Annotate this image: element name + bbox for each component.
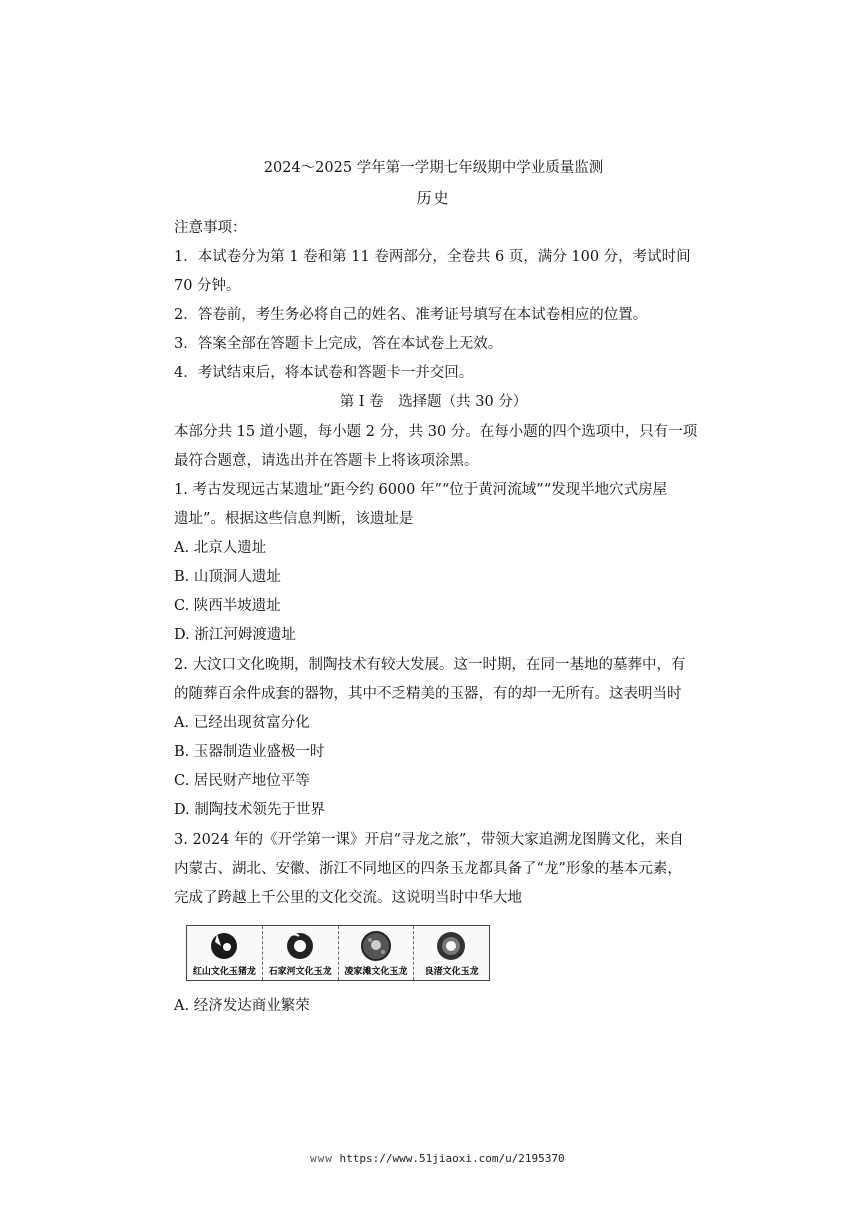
figure-panel	[339, 926, 415, 980]
question-stem: 1. 考古发现远古某遗址“距今约 6000 年”“位于黄河流域”“发现半地穴式房屋	[174, 482, 668, 498]
option-a: A. 已经出现贫富分化	[174, 715, 310, 731]
jade-pig-dragon-icon	[187, 928, 262, 964]
question-stem: 3. 2024 年的《开学第一课》开启“寻龙之旅”，带领大家追溯龙图腾文化，来自	[174, 832, 684, 848]
question-stem: 遗址”。根据这些信息判断，该遗址是	[174, 511, 414, 527]
question-stem: 内蒙古、湖北、安徽、浙江不同地区的四条玉龙都具备了“龙”形象的基本元素，	[174, 861, 682, 877]
question-stem: 的随葬百余件成套的器物，其中不乏精美的玉器，有的却一无所有。这表明当时	[174, 686, 682, 702]
footer-watermark	[310, 1152, 565, 1166]
figure-panel	[263, 926, 339, 980]
jade-dragon-disc-icon	[339, 928, 414, 964]
exam-subject: 历史	[416, 189, 451, 207]
notice-item: 3．答案全部在答题卡上完成，答在本试卷上无效。	[174, 336, 503, 352]
figure-caption: 凌家滩文化玉龙	[344, 967, 408, 977]
question-stem: 完成了跨越上千公里的文化交流。这说明当时中华大地	[174, 890, 522, 906]
option-a: A. 北京人遗址	[174, 540, 267, 556]
option-c: C. 陕西半坡遗址	[174, 598, 281, 614]
option-d: D. 浙江河姆渡遗址	[174, 627, 296, 643]
figure-panel	[187, 926, 263, 980]
jade-dragon-ring-icon	[263, 928, 338, 964]
option-c: C. 居民财产地位平等	[174, 773, 310, 789]
footer-mark: www	[310, 1152, 333, 1165]
figure-caption: 红山文化玉猪龙	[192, 967, 256, 977]
notice-heading: 注意事项：	[174, 220, 247, 236]
jade-dragon-bracelet-icon	[414, 928, 489, 964]
figure-caption: 石家河文化玉龙	[268, 967, 332, 977]
notice-item: 70 分钟。	[174, 278, 241, 294]
notice-item: 4．考试结束后，将本试卷和答题卡一并交回。	[174, 365, 474, 381]
figure-panel	[414, 926, 489, 980]
option-b: B. 玉器制造业盛极一时	[174, 744, 325, 760]
exam-title: 2024～2025 学年第一学期七年级期中学业质量监测	[263, 160, 604, 176]
jade-dragon-figure	[186, 925, 490, 981]
question-stem: 2. 大汶口文化晚期，制陶技术有较大发展。这一时期，在同一基地的墓葬中，有	[174, 657, 686, 673]
section-title: 第 I 卷 选择题（共 30 分）	[339, 394, 528, 410]
figure-caption: 良渚文化玉龙	[424, 967, 479, 977]
section-intro: 最符合题意，请选出并在答题卡上将该项涂黑。	[174, 453, 479, 469]
notice-item: 2．答卷前，考生务必将自己的姓名、准考证号填写在本试卷相应的位置。	[174, 307, 648, 323]
option-a: A. 经济发达商业繁荣	[174, 998, 310, 1014]
notice-item: 1．本试卷分为第 1 卷和第 11 卷两部分，全卷共 6 页，满分 100 分，考试时间	[174, 249, 691, 265]
option-d: D. 制陶技术领先于世界	[174, 802, 325, 818]
section-intro: 本部分共 15 道小题，每小题 2 分，共 30 分。在每小题的四个选项中，只有一项	[174, 424, 698, 440]
option-b: B. 山顶洞人遗址	[174, 569, 281, 585]
footer-url[interactable]: https://www.51jiaoxi.com/u/2195370	[339, 1152, 565, 1165]
